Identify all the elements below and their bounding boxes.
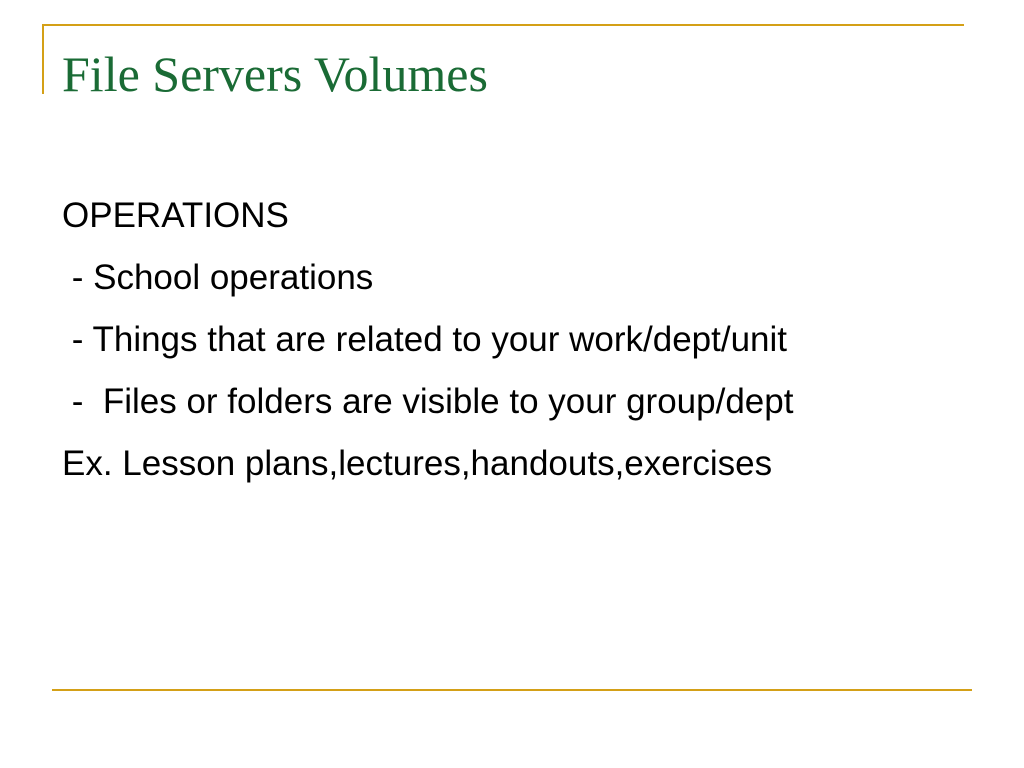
slide-title: File Servers Volumes <box>62 46 488 102</box>
slide-body <box>62 185 793 495</box>
body-line-example: Ex. Lesson plans,lectures,handouts,exercises <box>62 444 773 483</box>
body-line-heading: OPERATIONS <box>62 196 289 235</box>
body-line-school-operations: - School operations <box>62 258 374 297</box>
bottom-accent-rule <box>52 689 972 691</box>
body-line-visible-files: - Files or folders are visible to your group/dept <box>62 382 794 421</box>
left-accent-rule <box>42 24 44 94</box>
top-accent-rule <box>42 24 964 26</box>
body-line-related-work: - Things that are related to your work/dept/unit <box>62 320 788 359</box>
